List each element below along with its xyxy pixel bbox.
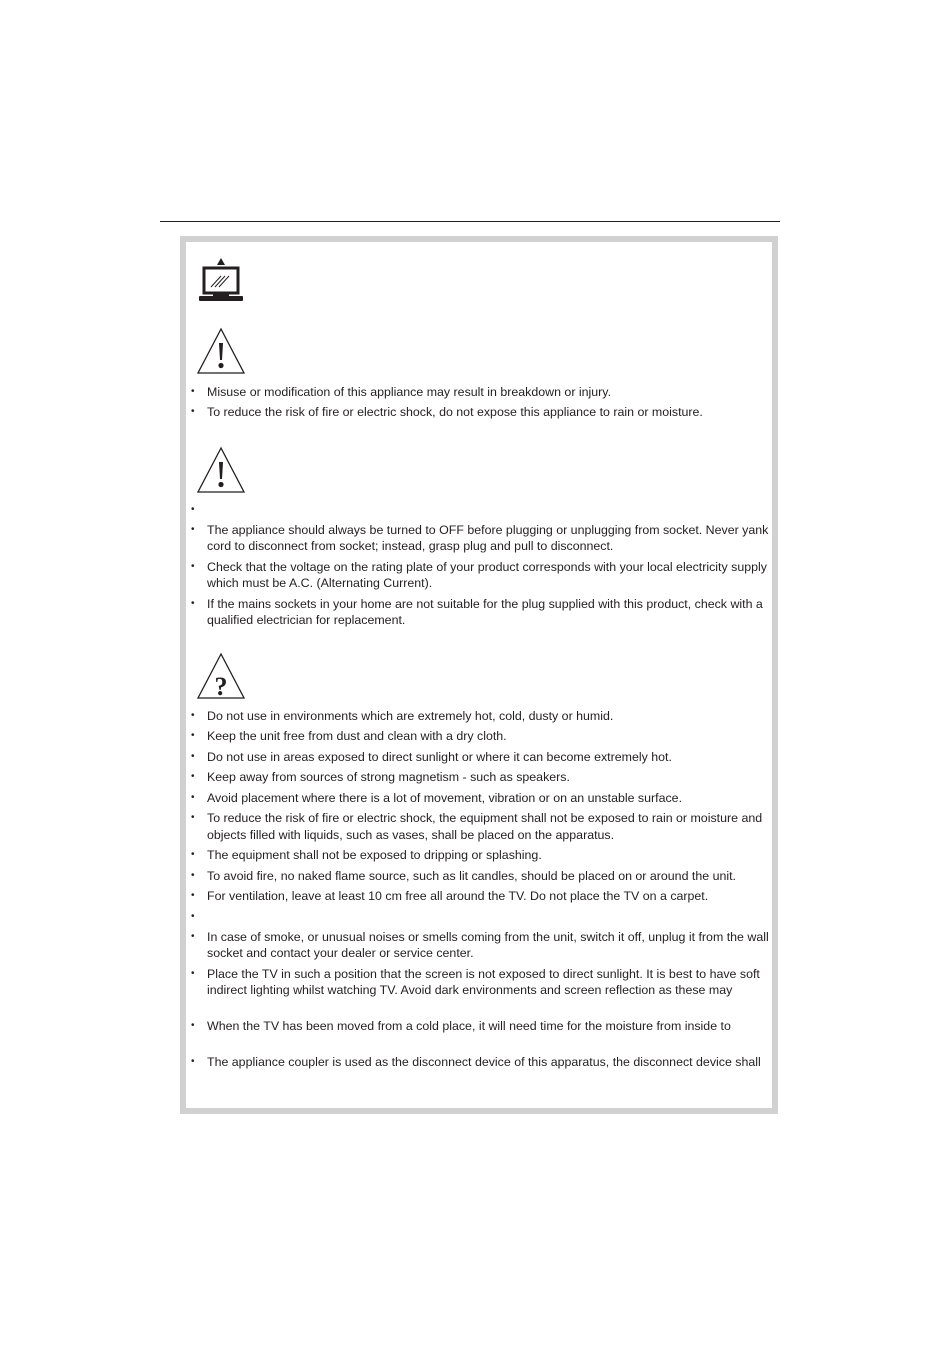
- list-item: • Do not use in areas exposed to direct sunlight or where it can become extremely hot.: [190, 749, 770, 765]
- list-item: • For ventilation, leave at least 10 cm free all around the TV. Do not place the TV on a carpet.: [190, 888, 770, 904]
- list-item: • Keep away from sources of strong magnetism - such as speakers.: [190, 769, 770, 785]
- list-item: • When the TV has been moved from a cold place, it will need time for the moisture from inside to: [190, 1018, 770, 1050]
- misuse-warnings: [190, 384, 770, 421]
- exclamation-warning-icon: [196, 446, 246, 494]
- list-item: • To avoid fire, no naked flame source, such as lit candles, should be placed on or around the unit.: [190, 868, 770, 884]
- list-item: • To reduce the risk of fire or electric shock, the equipment shall not be exposed to rain or moisture and objects filled with liquids, such as vases, shall be placed on the apparatus.: [190, 810, 770, 843]
- list-item: • The appliance coupler is used as the disconnect device of this apparatus, the disconnect device shall: [190, 1054, 770, 1070]
- list-item: • Place the TV in such a position that the screen is not exposed to direct sunlight. It is best to have soft indirect lighting whilst watching TV. Avoid dark environments and screen reflection as these may: [190, 966, 770, 1014]
- list-item: [190, 502, 770, 518]
- list-item: • The equipment shall not be exposed to dripping or splashing.: [190, 847, 770, 863]
- exclamation-warning-icon: [196, 327, 246, 375]
- svg-text:?: ?: [214, 672, 228, 700]
- placement-precautions: [190, 708, 770, 1070]
- list-item: • Do not use in environments which are extremely hot, cold, dusty or humid.: [190, 708, 770, 724]
- list-item: • Avoid placement where there is a lot of movement, vibration or on an unstable surface.: [190, 790, 770, 806]
- header-rule: [160, 221, 780, 222]
- question-triangle-icon: [196, 652, 246, 700]
- list-item: • Keep the unit free from dust and clean with a dry cloth.: [190, 728, 770, 744]
- tv-stand-icon: [196, 256, 246, 304]
- list-item: • Misuse or modification of this appliance may result in breakdown or injury.: [190, 384, 770, 400]
- list-item: • Check that the voltage on the rating plate of your product corresponds with your local electricity supply which must be A.C. (Alternating Current).: [190, 559, 770, 592]
- list-item: [190, 909, 770, 925]
- list-item: • The appliance should always be turned to OFF before plugging or unplugging from socket. Never yank cord to disconnect from socket; instead, grasp plug and pull to disconnect.: [190, 522, 770, 555]
- power-warnings: [190, 502, 770, 628]
- list-item: • To reduce the risk of fire or electric shock, do not expose this appliance to rain or moisture.: [190, 404, 770, 420]
- list-item: • If the mains sockets in your home are not suitable for the plug supplied with this product, check with a qualified electrician for replacement.: [190, 596, 770, 629]
- list-item: • In case of smoke, or unusual noises or smells coming from the unit, switch it off, unplug it from the wall socket and contact your dealer or service center.: [190, 929, 770, 962]
